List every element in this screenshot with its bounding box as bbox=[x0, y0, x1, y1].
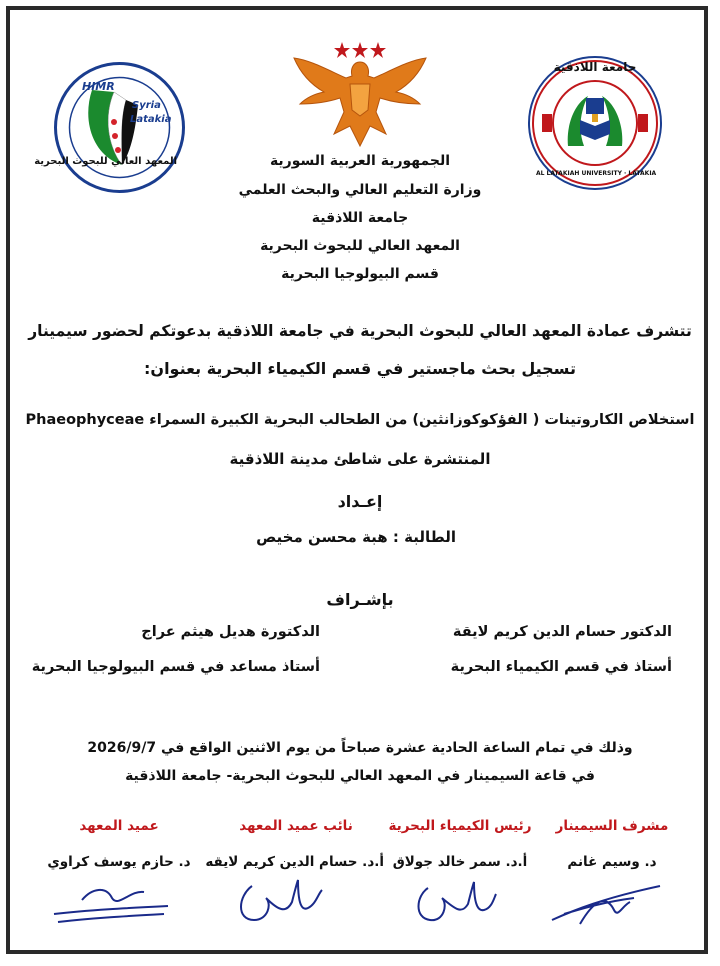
eagle-emblem-icon bbox=[288, 38, 432, 150]
university-logo bbox=[526, 54, 664, 192]
signature-2-role: رئيس الكيمياء البحرية bbox=[388, 818, 532, 834]
research-title-line-2: المنتشرة على شاطئ مدينة اللاذقية bbox=[229, 450, 491, 468]
invitation-line-2: تسجيل بحث ماجستير في قسم الكيمياء البحرية بعنوان: bbox=[144, 359, 576, 378]
supervisor-1-name: الدكتور حسام الدين كريم لايقة bbox=[452, 624, 672, 640]
signature-1-name: د. وسيم غانم bbox=[567, 854, 657, 870]
logo-monogram: HIMR bbox=[82, 80, 115, 93]
supervision-label: بإشـراف bbox=[326, 590, 394, 609]
supervisor-2-name: الدكتورة هديل هيثم عراج bbox=[141, 624, 320, 640]
student-name: الطالبة : هبة محسن مخيص bbox=[256, 528, 456, 546]
signature-2-scribble bbox=[408, 874, 504, 930]
signature-1-role: مشرف السيمينار bbox=[555, 818, 669, 834]
logo-place-latakia: Latakia bbox=[130, 114, 172, 125]
signature-2-name: أ.د. سمر خالد جولاق bbox=[392, 854, 528, 870]
signature-4-role: عميد المعهد bbox=[79, 818, 159, 834]
header-university: جامعة اللاذقية bbox=[311, 210, 409, 226]
event-line-1: وذلك في تمام الساعة الحادية عشرة صباحاً من يوم الاثنين الواقع في 2026/9/7 bbox=[87, 740, 633, 756]
logo-place-syria: Syria bbox=[132, 100, 161, 111]
header-department: قسم البيولوجيا البحرية bbox=[281, 266, 439, 282]
preparation-label: إعـداد bbox=[337, 492, 383, 511]
logo-ring-text: المعهد العالي للبحوث البحرية bbox=[34, 156, 177, 167]
header-institute: المعهد العالي للبحوث البحرية bbox=[260, 238, 460, 254]
institute-logo bbox=[34, 60, 187, 195]
signature-4-name: د. حازم يوسف كراوي bbox=[47, 854, 191, 870]
signature-3-scribble bbox=[230, 874, 330, 930]
signature-3-role: نائب عميد المعهد bbox=[239, 818, 353, 834]
supervisor-2-position: أستاذ مساعد في قسم البيولوجيا البحرية bbox=[31, 659, 320, 675]
header-country: الجمهورية العربية السورية bbox=[269, 153, 451, 169]
supervisor-1-position: أستاذ في قسم الكيمياء البحرية bbox=[450, 659, 672, 675]
event-line-2: في قاعة السيمينار في المعهد العالي للبحوث البحرية- جامعة اللاذقية bbox=[125, 768, 595, 784]
university-logo-latin: AL LATAKIAH UNIVERSITY · LATAKIA bbox=[536, 170, 657, 177]
header-ministry: وزارة التعليم العالي والبحث العلمي bbox=[238, 182, 482, 198]
signature-3-name: أ.د. حسام الدين كريم لايقه bbox=[205, 854, 384, 870]
signature-1-scribble bbox=[544, 880, 670, 928]
invitation-line-1: تتشرف عمادة المعهد العالي للبحوث البحرية في جامعة اللاذقية بدعوتكم لحضور سيمينار bbox=[28, 322, 692, 340]
university-logo-arabic: جامعة اللاذقية bbox=[553, 60, 637, 74]
research-title-line-1: استخلاص الكاروتينات ( الفؤكوكوزانثين) من الطحالب البحرية الكبيرة السمراء Phaeophyceae bbox=[25, 412, 695, 428]
signature-4-scribble bbox=[48, 878, 174, 928]
